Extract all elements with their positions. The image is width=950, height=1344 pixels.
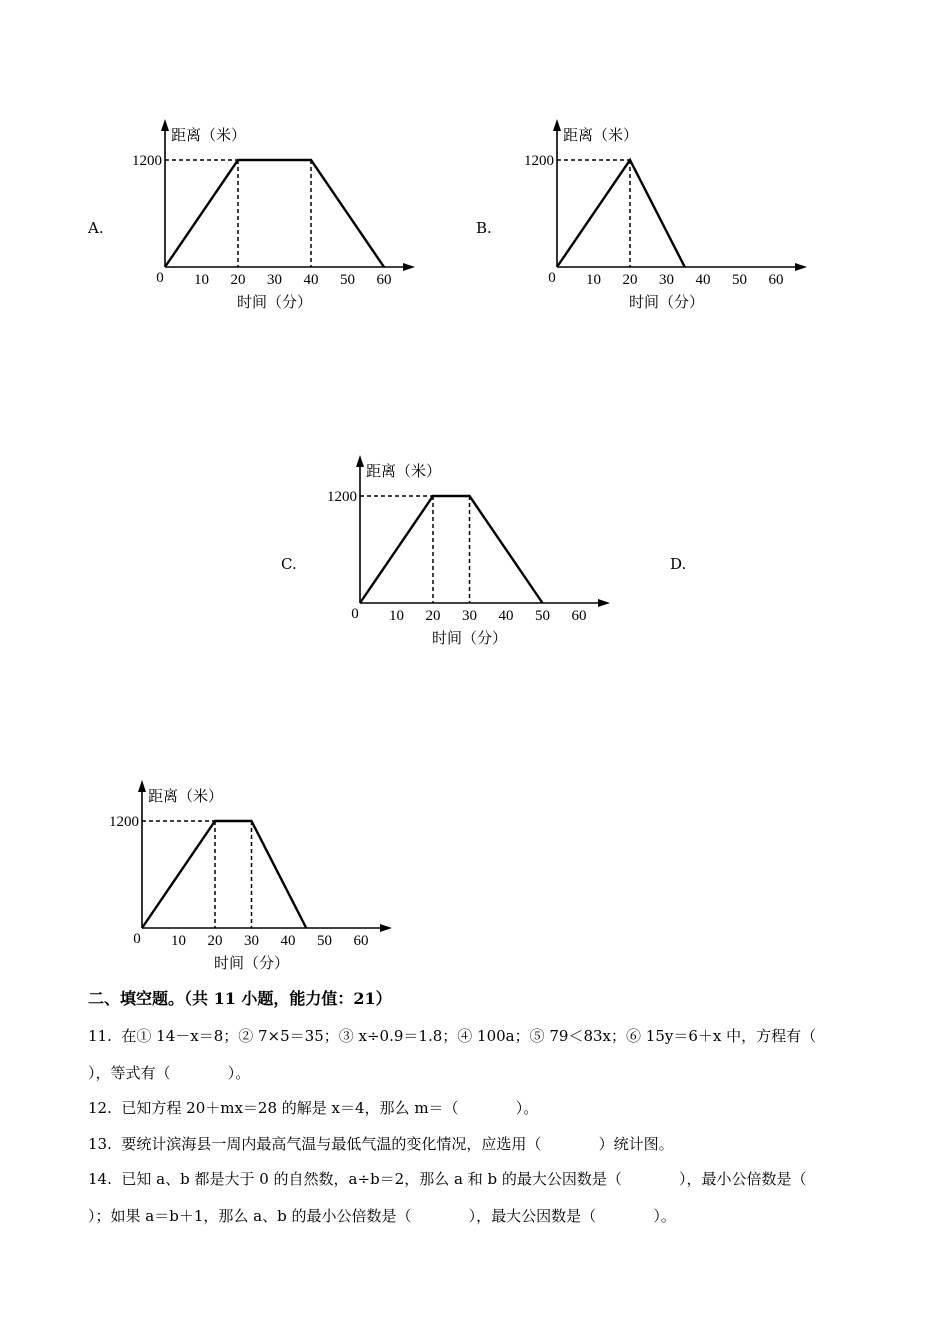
- x-tick-label: 40: [303, 272, 319, 288]
- x-tick-label: 40: [498, 608, 514, 624]
- y-axis-label: 距离（米）: [148, 789, 224, 805]
- question-14-line-1: 14. 已知 a、b 都是大于 0 的自然数，a÷b＝2，那么 a 和 b 的最大公因数是（ ），最小公倍数是（: [88, 1170, 807, 1188]
- option-label-b: B.: [476, 219, 492, 237]
- x-axis-label: 时间（分）: [628, 295, 705, 311]
- x-tick-label: 10: [194, 272, 209, 288]
- y-axis-label: 距离（米）: [563, 128, 639, 144]
- x-tick-label: 60: [353, 933, 369, 949]
- x-axis-label: 时间（分）: [431, 631, 508, 647]
- y-axis-label: 距离（米）: [366, 464, 442, 480]
- y-axis-arrow: [138, 780, 146, 792]
- y-tick-label: 1200: [524, 153, 554, 169]
- origin-label: 0: [548, 270, 556, 286]
- x-tick-label: 30: [462, 608, 477, 624]
- question-11-line-1: 11. 在① 14－x＝8；② 7×5＝35；③ x÷0.9＝1.8；④ 100a；⑤ 79＜83x；⑥ 15y＝6＋x 中，方程有（: [88, 1027, 817, 1045]
- section-title: 二、填空题。（共 11 小题，能力值：21）: [88, 989, 392, 1008]
- x-tick-label: 50: [732, 272, 747, 288]
- y-tick-label: 1200: [109, 814, 139, 830]
- x-tick-label: 50: [317, 933, 332, 949]
- origin-label: 0: [351, 606, 359, 622]
- question-14-line-2: ）；如果 a＝b＋1，那么 a、b 的最小公倍数是（ ），最大公因数是（ ）。: [88, 1207, 676, 1225]
- x-tick-label: 50: [535, 608, 550, 624]
- x-axis-label: 时间（分）: [236, 295, 313, 311]
- x-tick-label: 60: [376, 272, 392, 288]
- option-label-c: C.: [281, 555, 297, 573]
- y-tick-label: 1200: [327, 489, 357, 505]
- x-tick-label: 30: [659, 272, 674, 288]
- x-axis-label: 时间（分）: [213, 956, 290, 972]
- x-tick-label: 30: [267, 272, 282, 288]
- question-12: 12. 已知方程 20＋mx＝28 的解是 x＝4，那么 m＝（ ）。: [88, 1099, 539, 1117]
- x-tick-label: 40: [695, 272, 711, 288]
- x-tick-label: 20: [622, 272, 638, 288]
- question-13: 13. 要统计滨海县一周内最高气温与最低气温的变化情况，应选用（ ）统计图。: [88, 1135, 674, 1153]
- question-11-line-2: ），等式有（ ）。: [88, 1064, 251, 1082]
- origin-label: 0: [156, 270, 164, 286]
- x-tick-label: 20: [425, 608, 441, 624]
- x-tick-label: 20: [230, 272, 246, 288]
- option-label-a: A.: [88, 219, 104, 237]
- x-tick-label: 60: [768, 272, 784, 288]
- x-tick-label: 10: [586, 272, 601, 288]
- x-tick-label: 30: [244, 933, 259, 949]
- x-tick-label: 10: [389, 608, 404, 624]
- y-axis-label: 距离（米）: [171, 128, 247, 144]
- x-tick-label: 60: [571, 608, 587, 624]
- option-label-d: D.: [670, 555, 687, 573]
- x-axis-arrow: [380, 924, 392, 932]
- distance-time-line: [142, 821, 306, 928]
- x-tick-label: 50: [340, 272, 355, 288]
- origin-label: 0: [133, 931, 141, 947]
- y-tick-label: 1200: [132, 153, 162, 169]
- x-tick-label: 10: [171, 933, 186, 949]
- x-tick-label: 40: [280, 933, 296, 949]
- x-tick-label: 20: [207, 933, 223, 949]
